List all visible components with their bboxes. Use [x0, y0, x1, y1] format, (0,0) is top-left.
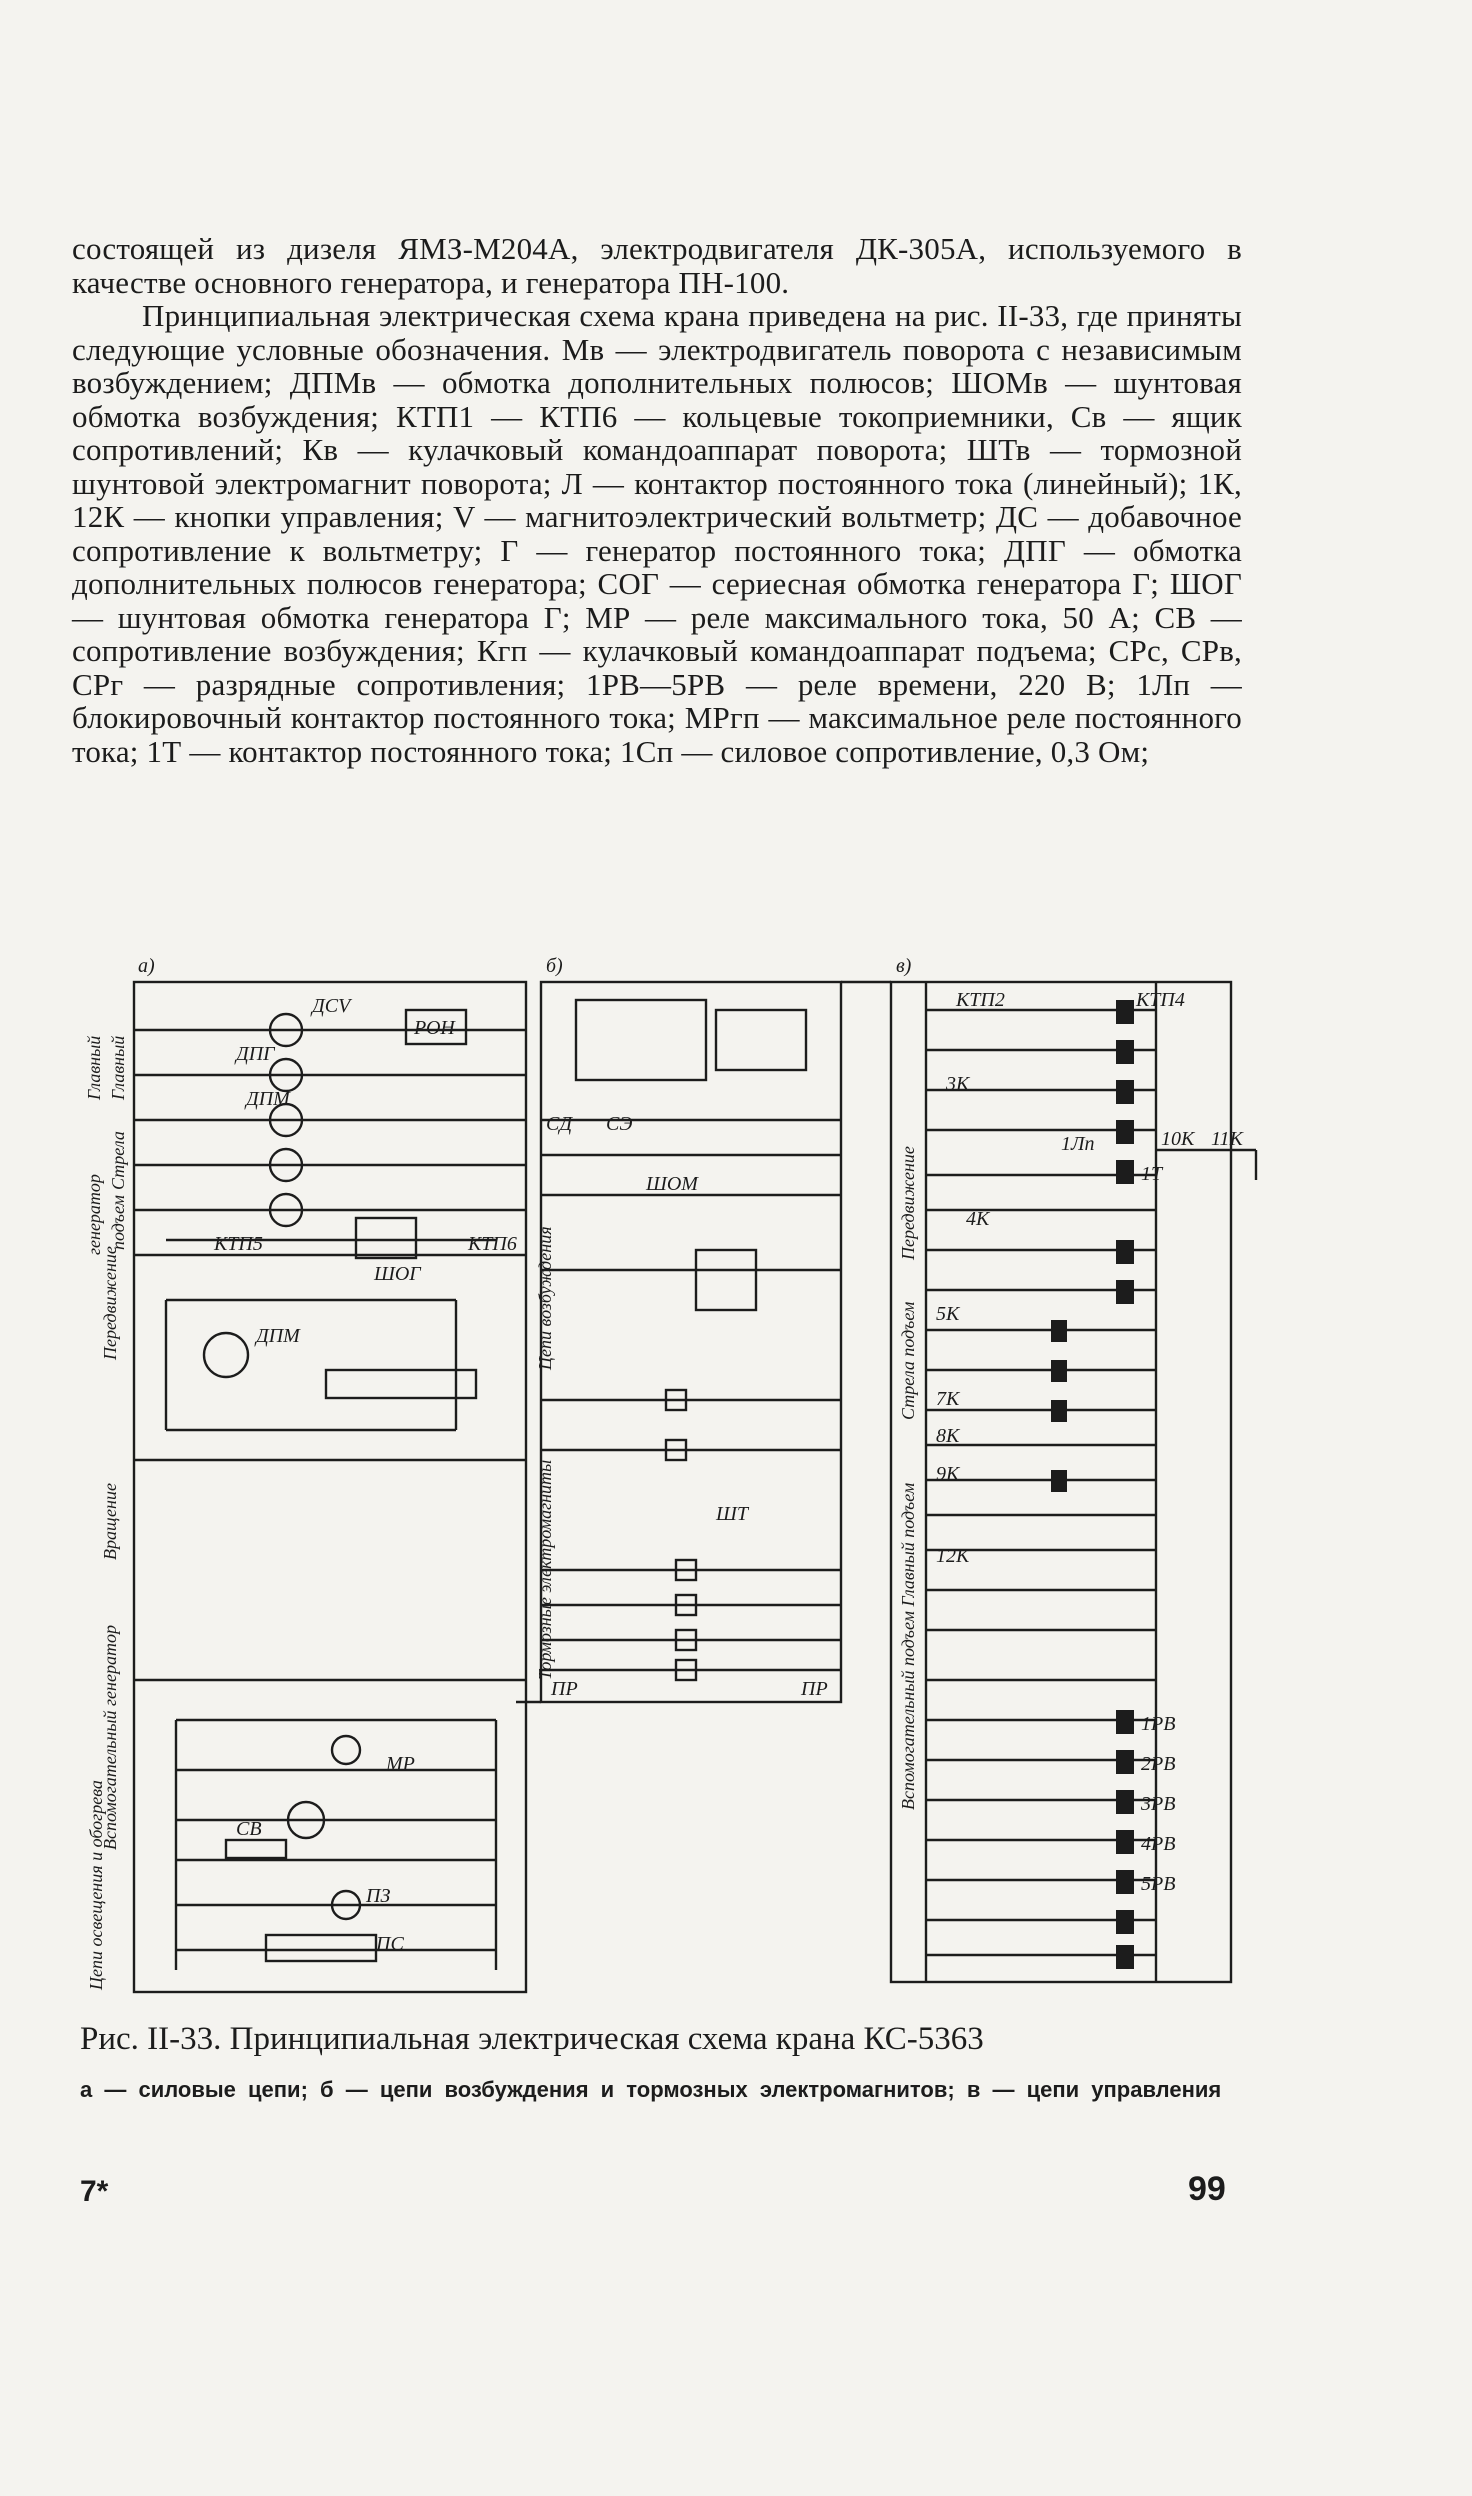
svg-text:7К: 7К [936, 1388, 960, 1410]
svg-text:Цепи возбуждения: Цепи возбуждения [535, 1226, 555, 1370]
body-text [72, 232, 1242, 768]
panel-a-label: а) [138, 955, 155, 977]
svg-text:9К: 9К [936, 1463, 960, 1485]
svg-text:ДПМ: ДПМ [246, 1088, 290, 1110]
svg-text:ПР: ПР [801, 1678, 828, 1700]
label-main-lift: Главный [84, 1035, 104, 1100]
svg-text:3К: 3К [946, 1073, 970, 1095]
svg-text:КТП5: КТП5 [214, 1233, 263, 1255]
svg-text:Вращение: Вращение [100, 1483, 120, 1560]
svg-text:ДПГ: ДПГ [236, 1043, 275, 1065]
figure-legend: а — силовые цепи; б — цепи возбуждения и тормозных электромагнитов; в — цепи управления [80, 2077, 1222, 2102]
svg-text:10К: 10К [1161, 1128, 1195, 1150]
svg-text:1Т: 1Т [1141, 1163, 1163, 1185]
svg-text:ДПМ: ДПМ [256, 1325, 300, 1347]
page-number: 99 [1188, 2170, 1226, 2208]
svg-text:1РВ: 1РВ [1141, 1713, 1176, 1735]
svg-text:генератор: генератор [84, 1174, 104, 1255]
svg-text:Цепи освещения и обогрева: Цепи освещения и обогрева [86, 1780, 106, 1990]
figure-caption: Рис. II-33. Принципиальная электрическая схема крана КС-5363 [80, 2021, 984, 2057]
signature-mark: 7* [80, 2175, 109, 2208]
svg-text:СВ: СВ [236, 1818, 262, 1840]
svg-text:Вспомогательный подъем Главны: Вспомогательный подъем Главный подъем [898, 1482, 918, 1810]
svg-text:Главный: Главный [108, 1035, 128, 1100]
circuit-diagram [76, 950, 1260, 2000]
svg-text:ДСV: ДСV [312, 995, 351, 1017]
svg-text:4К: 4К [966, 1208, 990, 1230]
svg-text:3РВ: 3РВ [1141, 1793, 1176, 1815]
svg-text:Передвижение: Передвижение [100, 1246, 120, 1360]
svg-text:ПС: ПС [376, 1933, 404, 1955]
svg-text:СЭ: СЭ [606, 1113, 633, 1135]
svg-text:КТП4: КТП4 [1136, 989, 1185, 1011]
svg-text:8К: 8К [936, 1425, 960, 1447]
circuit-diagram-svg [76, 950, 1260, 2000]
svg-text:11К: 11К [1211, 1128, 1243, 1150]
panel-a-frame [134, 982, 526, 1992]
svg-text:ШТ: ШТ [716, 1503, 748, 1525]
svg-text:Стрела: Стрела [108, 1131, 128, 1190]
svg-text:1Лп: 1Лп [1061, 1133, 1095, 1155]
paragraph-2: Принципиальная электрическая схема крана приведена на рис. II-33, где приняты следующие условные обозначения. Мв — электродвигатель поворота с независимым возбуждением; ДПМв — обмотка дополнительных полюсов; ШОМв — шунтовая обмотка возбуждения; КТП1 — КТП6 — кольцевые токоприемники, Св — ящик сопротивлений; Кв — кулачковый командоаппарат поворота; ШТв — тормозной шунтовой электромагнит поворота; Л — контактор постоянного тока (линейный); 1К, 12К — кнопки управления; V — магнитоэлектрический вольтметр; ДС — добавочное сопротивление к вольтметру; Г — генератор постоянного тока; ДПГ — обмотка дополнительных полюсов генератора; СОГ — сериесная обмотка генератора Г; ШОГ — шунтовая обмотка генератора Г; МР — реле максимального тока, 50 А; СВ — сопротивление возбуждения; Кгп — кулачковый командоаппарат подъема; СРс, СРв, СРг — разрядные сопротивления; 1РВ—5РВ — реле времени, 220 В; 1Лп — блокировочный контактор постоянного тока; МРгп — максимальное реле постоянного тока; 1Т — контактор постоянного тока; 1Сп — силовое сопротивление, 0,3 Ом; [72, 298, 1242, 769]
svg-text:СД: СД [546, 1113, 573, 1135]
svg-text:4РВ: 4РВ [1141, 1833, 1176, 1855]
panel-b-label: б) [546, 955, 563, 977]
svg-text:5РВ: 5РВ [1141, 1873, 1176, 1895]
svg-text:ПЗ: ПЗ [366, 1885, 391, 1907]
svg-text:5К: 5К [936, 1303, 960, 1325]
svg-text:РОН: РОН [414, 1017, 455, 1039]
svg-text:Вспомогательный генератор: Вспомогательный генератор [100, 1625, 120, 1850]
svg-text:КТП6: КТП6 [468, 1233, 517, 1255]
svg-text:12К: 12К [936, 1545, 970, 1567]
svg-text:подъем: подъем [108, 1194, 128, 1250]
svg-text:ШОГ: ШОГ [374, 1263, 421, 1285]
svg-text:ШОМ: ШОМ [646, 1173, 698, 1195]
svg-text:ПР: ПР [551, 1678, 578, 1700]
svg-text:2РВ: 2РВ [1141, 1753, 1176, 1775]
svg-text:Стрела подъем: Стрела подъем [898, 1301, 918, 1420]
panel-c-label: в) [896, 955, 912, 977]
svg-text:МР: МР [386, 1753, 415, 1775]
svg-text:КТП2: КТП2 [956, 989, 1005, 1011]
svg-text:Передвижение: Передвижение [898, 1146, 918, 1260]
svg-text:Тормозные электромагниты: Тормозные электромагниты [535, 1459, 555, 1680]
paragraph-1: состоящей из дизеля ЯМЗ-М204А, электродвигателя ДК-305А, используемого в качестве основного генератора, и генератора ПН-100. [72, 231, 1242, 300]
